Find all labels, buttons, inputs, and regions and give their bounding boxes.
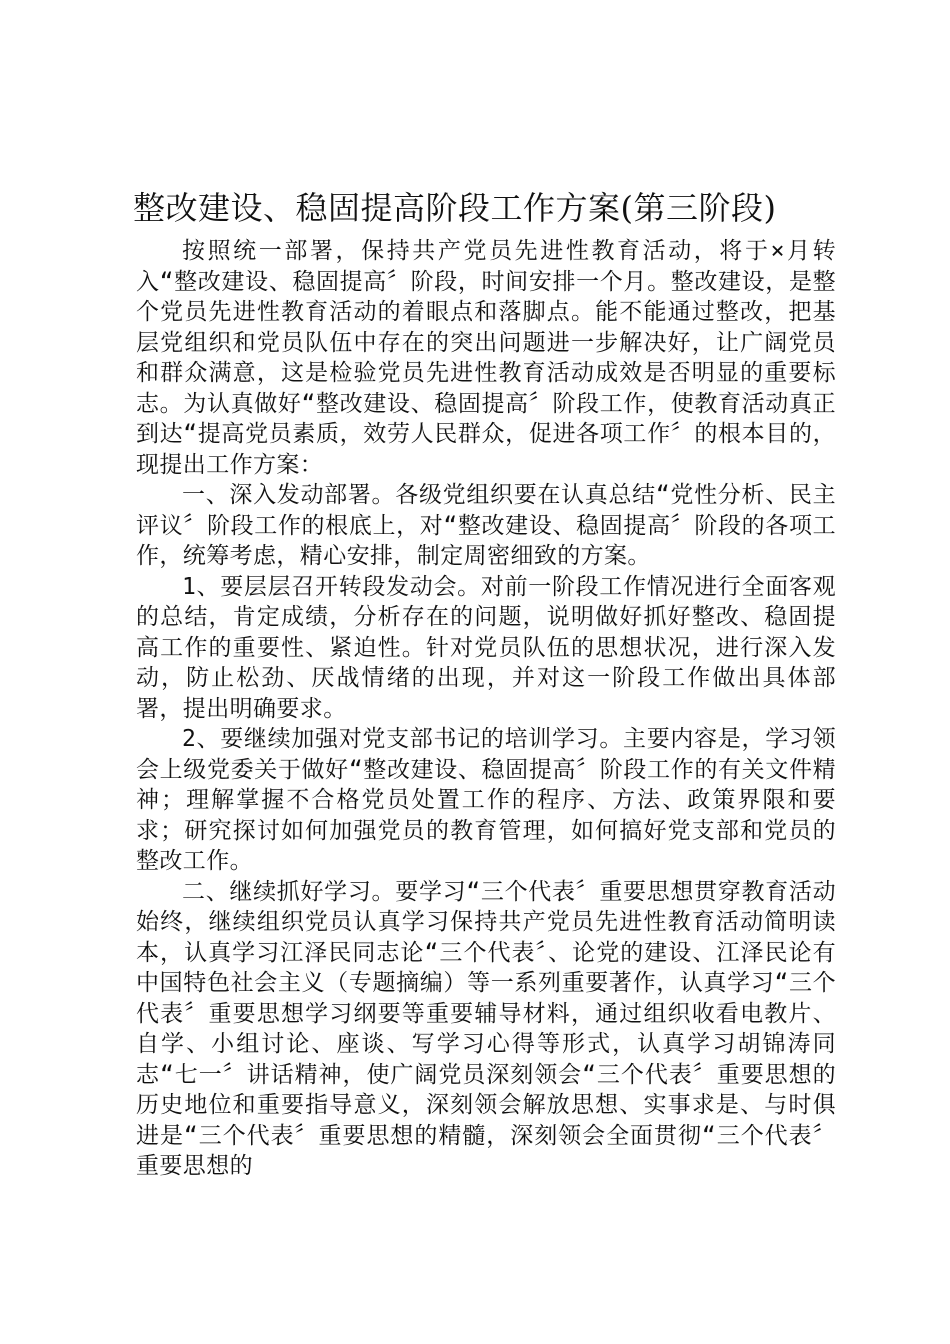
document-title: 整改建设、稳固提高阶段工作方案(第三阶段) xyxy=(133,189,777,227)
paragraph-item-1: 1、要层层召开转段发动会。对前一阶段工作情况进行全面客观的总结，肯定成绩，分析存在的问题，说明做好抓好整改、稳固提高工作的重要性、紧迫性。针对党员队伍的思想状况，进行深入发动，防止松劲、厌战情绪的出现，并对这一阶段工作做出具体部署，提出明确要求。 xyxy=(136,573,836,722)
paragraph-item-2: 2、要继续加强对党支部书记的培训学习。主要内容是，学习领会上级党委关于做好“整改建设、稳固提高〞阶段工作的有关文件精神；理解掌握不合格党员处置工作的程序、方法、政策界限和要求；研究探讨如何加强党员的教育管理，如何搞好党支部和党员的整改工作。 xyxy=(136,726,836,874)
paragraph-intro: 按照统一部署，保持共产党员先进性教育活动，将于×月转入“整改建设、稳固提高〞阶段，时间安排一个月。整改建设，是整个党员先进性教育活动的着眼点和落脚点。能不能通过整改，把基层党组织和党员队伍中存在的突出问题进一步解决好，让广阔党员和群众满意，这是检验党员先进性教育活动成效是否明显的重要标志。为认真做好“整改建设、稳固提高〞阶段工作，使教育活动真正到达“提高党员素质，效劳人民群众，促进各项工作〞的根本目的，现提出工作方案： xyxy=(136,238,836,478)
paragraph-section-1: 一、深入发动部署。各级党组织要在认真总结“党性分析、民主评议〞阶段工作的根底上，对“整改建设、稳固提高〞阶段的各项工作，统筹考虑，精心安排，制定周密细致的方案。 xyxy=(136,482,836,569)
document-body xyxy=(136,236,836,1182)
paragraph-section-2: 二、继续抓好学习。要学习“三个代表〞重要思想贯穿教育活动始终，继续组织党员认真学习保持共产党员先进性教育活动简明读本，认真学习江泽民同志论“三个代表〞、论党的建设、江泽民论有中国特色社会主义（专题摘编）等一系列重要著作，认真学习“三个代表〞重要思想学习纲要等重要辅导材料，通过组织收看电教片、自学、小组讨论、座谈、写学习心得等形式，认真学习胡锦涛同志“七一〞讲话精神，使广阔党员深刻领会“三个代表〞重要思想的历史地位和重要指导意义，深刻领会解放思想、实事求是、与时俱进是“三个代表〞重要思想的精髓，深刻领会全面贯彻“三个代表〞重要思想的 xyxy=(136,878,836,1179)
